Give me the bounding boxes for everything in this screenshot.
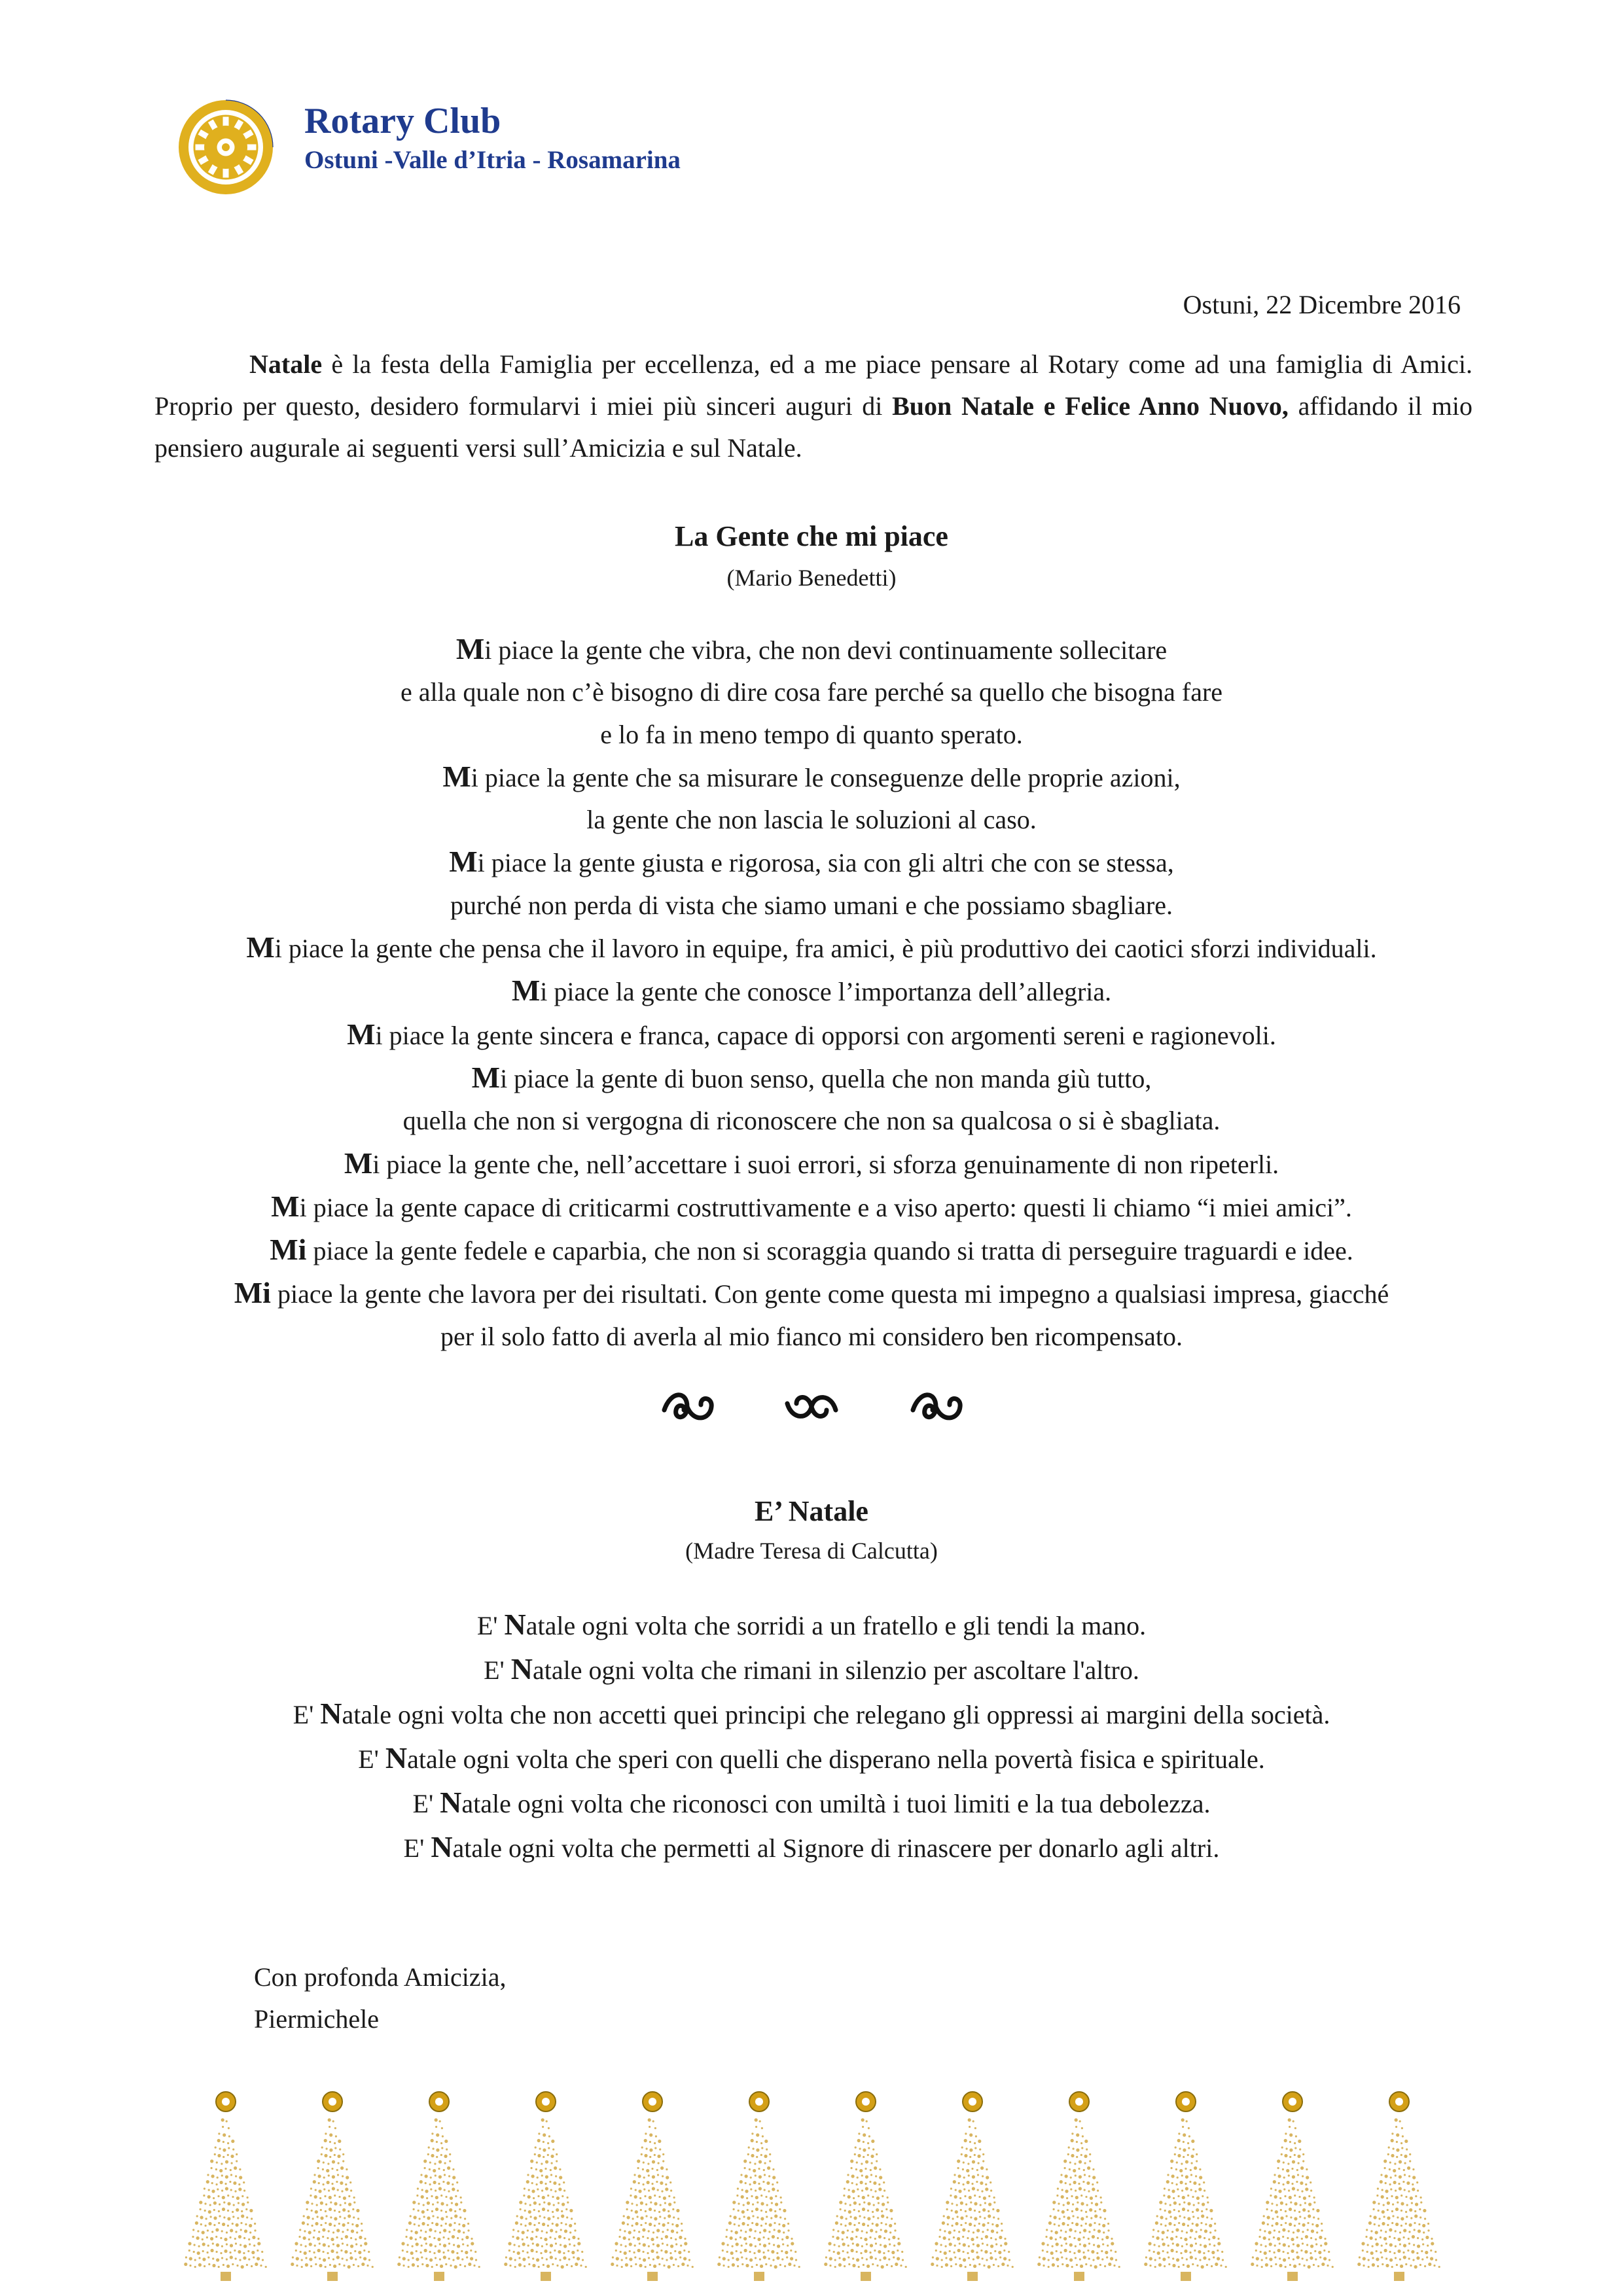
- poem2-line: [0, 1737, 1623, 1781]
- poem2-line: [0, 1781, 1623, 1826]
- christmas-tree-icon: [927, 2087, 1018, 2284]
- line-text: atale ogni volta che speri con quelli che disperano nella povertà fisica e spirituale.: [407, 1744, 1265, 1774]
- christmas-tree-icon: [393, 2087, 485, 2284]
- line-text: i piace la gente che vibra, che non devi continuamente sollecitare: [484, 635, 1168, 665]
- line-text: i piace la gente sincera e franca, capace di opporsi con argomenti sereni e ragionevoli.: [375, 1020, 1276, 1050]
- line-text: e lo fa in meno tempo di quanto sperato.: [600, 719, 1023, 749]
- line-prefix: E': [484, 1655, 511, 1685]
- poem1-line: [0, 1014, 1623, 1057]
- line-text: i piace la gente che sa misurare le conseguenze delle proprie azioni,: [471, 762, 1181, 792]
- initial-capital: M: [449, 845, 478, 879]
- poem1-title: La Gente che mi piace: [675, 520, 948, 552]
- initial-capital: M: [271, 1189, 300, 1223]
- line-text: per il solo fatto di averla al mio fianco mi considero ben ricompensato.: [440, 1321, 1183, 1351]
- line-text: i piace la gente che, nell’accettare i suoi errori, si sforza genuinamente di non ripeterli.: [372, 1149, 1279, 1179]
- initial-capital: M: [471, 1060, 501, 1094]
- line-text: i piace la gente di buon senso, quella che non manda giù tutto,: [500, 1063, 1152, 1093]
- poem1-body: [0, 628, 1623, 1358]
- line-text: piace la gente fedele e caparbia, che non si scoraggia quando si tratta di perseguire traguardi e idee.: [306, 1236, 1353, 1266]
- line-text: la gente che non lascia le soluzioni al caso.: [586, 805, 1037, 835]
- poem1-line: [0, 1100, 1623, 1142]
- poem1-line: [0, 671, 1623, 713]
- line-text: atale ogni volta che sorridi a un fratello e gli tendi la mano.: [526, 1611, 1147, 1640]
- intro-bold-natale: Natale: [249, 349, 323, 379]
- club-subtitle: Ostuni -Valle d’Itria - Rosamarina: [304, 146, 681, 174]
- initial-capital: N: [440, 1786, 462, 1819]
- christmas-tree-icon: [180, 2087, 272, 2284]
- initial-capital: N: [510, 1652, 533, 1686]
- line-text: e alla quale non c’è bisogno di dire cosa fare perché sa quello che bisogna fare: [400, 677, 1223, 707]
- initial-capital: M: [344, 1146, 373, 1180]
- poem2-line: [0, 1692, 1623, 1737]
- poem2-title: E’ Natale: [755, 1495, 868, 1527]
- line-prefix: E': [476, 1611, 505, 1640]
- letter-date: Ostuni, 22 Dicembre 2016: [1183, 290, 1461, 319]
- initial-capital: Mi: [234, 1276, 271, 1310]
- initial-capital: N: [320, 1697, 342, 1730]
- intro-text-2: affidando il mio pensiero augurale ai seguenti versi sull’Amicizia e sul Natale.: [154, 391, 1473, 463]
- line-prefix: E': [403, 1833, 431, 1863]
- ornament-divider: [0, 1384, 1623, 1436]
- poem1-line: [0, 714, 1623, 756]
- closing: [254, 1956, 506, 2040]
- flourish-icon: [658, 1384, 717, 1430]
- christmas-tree-icon: [287, 2087, 378, 2284]
- poem2-author: (Madre Teresa di Calcutta): [685, 1538, 938, 1564]
- initial-capital: N: [504, 1608, 526, 1641]
- poem1-line: [0, 841, 1623, 884]
- poem2-body: [0, 1603, 1623, 1870]
- line-text: quella che non si vergogna di riconoscere che non sa qualcosa o si è sbagliata.: [402, 1106, 1221, 1136]
- christmas-tree-icon: [1140, 2087, 1232, 2284]
- initial-capital: M: [511, 974, 541, 1008]
- line-text: atale ogni volta che riconosci con umiltà i tuoi limiti e la tua debolezza.: [461, 1789, 1211, 1818]
- initial-capital: M: [246, 930, 275, 964]
- christmas-tree-icon: [607, 2087, 698, 2284]
- line-text: i piace la gente giusta e rigorosa, sia con gli altri che con se stessa,: [477, 848, 1174, 878]
- flourish-icon: [906, 1384, 965, 1430]
- intro-bold-greeting: Buon Natale e Felice Anno Nuovo,: [892, 391, 1289, 421]
- line-text: i piace la gente capace di criticarmi costruttivamente e a viso aperto: questi li chiamo “i miei amici”.: [299, 1192, 1352, 1222]
- christmas-tree-border: [0, 2087, 1623, 2284]
- line-text: i piace la gente che pensa che il lavoro in equipe, fra amici, è più produttivo dei caotici sforzi individuali.: [274, 934, 1377, 964]
- poem1-line: [0, 885, 1623, 927]
- poem1-line: [0, 1057, 1623, 1100]
- christmas-tree-icon: [820, 2087, 912, 2284]
- poem1-line: [0, 1316, 1623, 1358]
- line-text: atale ogni volta che non accetti quei principi che relegano gli oppressi ai margini della società.: [342, 1700, 1330, 1729]
- line-prefix: E': [293, 1700, 321, 1729]
- signature-name: Piermichele: [254, 2004, 380, 2034]
- line-text: purché non perda di vista che siamo umani e che possiamo sbagliare.: [450, 890, 1173, 920]
- initial-capital: M: [455, 632, 485, 665]
- poem2-line: [0, 1648, 1623, 1692]
- poem1-line: [0, 1186, 1623, 1229]
- intro-paragraph: [154, 344, 1472, 469]
- christmas-tree-icon: [1033, 2087, 1125, 2284]
- line-prefix: E': [412, 1789, 440, 1818]
- intro-text-1: è la festa della Famiglia per eccellenza, ed a me piace pensare al Rotary come ad una famiglia di Amici. Proprio per questo, desidero formularvi i miei più sinceri auguri di: [154, 349, 1472, 421]
- poem1-author: (Mario Benedetti): [726, 565, 897, 591]
- initial-capital: N: [385, 1741, 408, 1775]
- poem1-line: [0, 1229, 1623, 1272]
- line-text: atale ogni volta che permetti al Signore di rinascere per donarlo agli altri.: [452, 1833, 1220, 1863]
- initial-capital: M: [442, 759, 471, 793]
- poem2-line: [0, 1826, 1623, 1870]
- club-name: Rotary Club: [304, 101, 501, 141]
- poem2-line: [0, 1603, 1623, 1648]
- christmas-tree-icon: [713, 2087, 805, 2284]
- line-text: piace la gente che lavora per dei risultati. Con gente come questa mi impegno a qualsiasi impresa, giacché: [270, 1279, 1389, 1309]
- poem1-line: [0, 970, 1623, 1013]
- closing-greeting: Con profonda Amicizia,: [254, 1962, 507, 1992]
- initial-capital: Mi: [270, 1233, 307, 1267]
- flourish-icon: [782, 1384, 841, 1430]
- initial-capital: N: [431, 1830, 453, 1863]
- rotary-wheel-logo: [177, 98, 275, 196]
- poem1-line: [0, 756, 1623, 799]
- poem1-line: [0, 1272, 1623, 1315]
- initial-capital: M: [347, 1017, 376, 1051]
- poem1-line: [0, 799, 1623, 841]
- line-text: i piace la gente che conosce l’importanza dell’allegria.: [540, 977, 1112, 1007]
- christmas-tree-icon: [500, 2087, 592, 2284]
- line-text: atale ogni volta che rimani in silenzio per ascoltare l'altro.: [533, 1655, 1139, 1685]
- poem1-line: [0, 628, 1623, 671]
- christmas-tree-icon: [1247, 2087, 1338, 2284]
- christmas-tree-icon: [1353, 2087, 1445, 2284]
- poem1-line: [0, 927, 1623, 970]
- line-prefix: E': [358, 1744, 385, 1774]
- poem1-line: [0, 1142, 1623, 1186]
